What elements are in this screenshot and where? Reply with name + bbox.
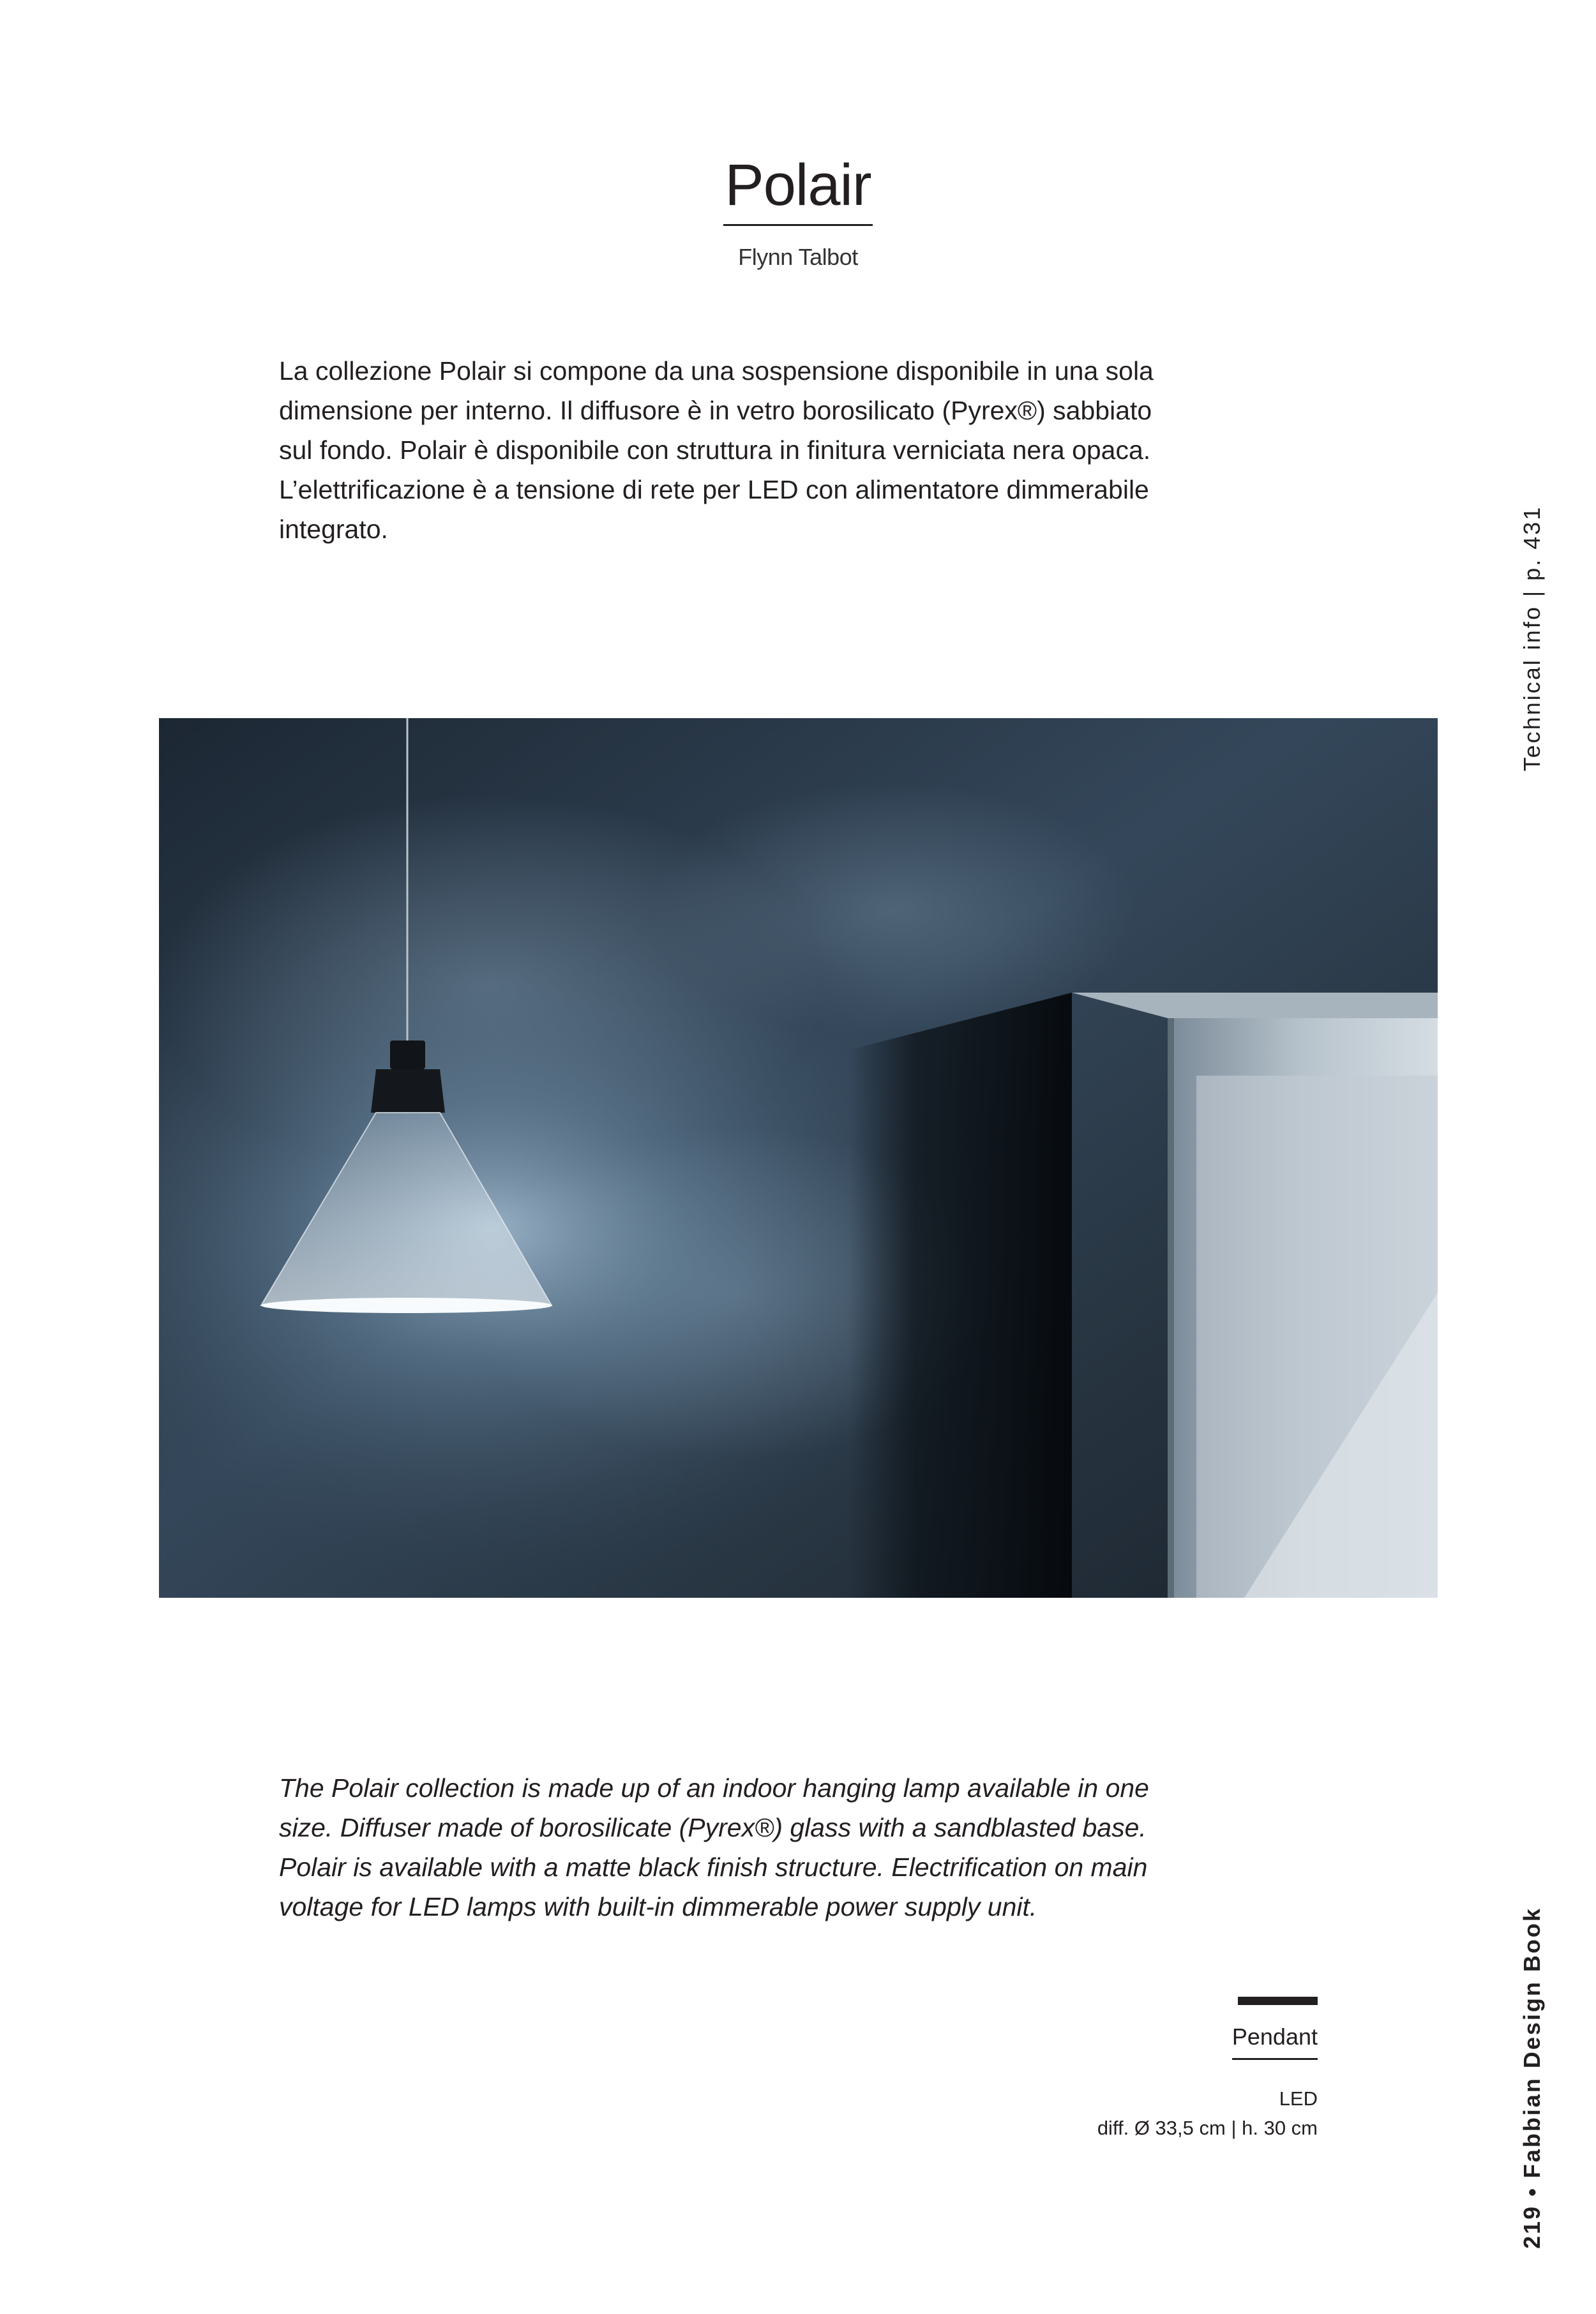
intro-english: The Polair collection is made up of an indoor hanging lamp available in one size. Diffuser made of borosilicate (Pyrex®) glass with a sandblasted base. Polair is available with a matte black finish structure. Electrification on main voltage for LED lamps with built-in dimmerable power supply unit. <box>279 1773 1149 1921</box>
lamp-socket <box>371 1069 445 1113</box>
book-page-label: 219 • Fabbian Design Book <box>1519 1907 1545 2249</box>
spec-block <box>871 1997 1318 2143</box>
lamp-diffuser-rim <box>261 1298 552 1313</box>
intro-italian: La collezione Polair si compone da una sospensione disponibile in una sola dimensione per interno. Il diffusore è in vetro borosilicato (Pyrex®) sabbiato sul fondo. Polair è disponibile con struttura in finitura verniciata nera opaca. L’elettrificazione è a tensione di rete per LED con alimentatore dimmerabile integrato. <box>279 356 1154 544</box>
cabinet-shadow <box>848 993 1072 1598</box>
cabinet-edge <box>1168 1018 1174 1598</box>
title-block <box>0 153 1596 271</box>
lamp-cap <box>390 1041 425 1069</box>
spec-dimensions: diff. Ø 33,5 cm | h. 30 cm <box>1097 2117 1318 2139</box>
product-photo <box>159 718 1438 1598</box>
page-title: Polair <box>723 153 872 226</box>
technical-info-reference: Technical info | p. 431 <box>1519 505 1545 772</box>
spec-marker-bar <box>1238 1997 1318 2005</box>
spec-category-row <box>871 2024 1318 2060</box>
spec-category: Pendant <box>1232 2024 1318 2060</box>
spec-light-source: LED <box>1279 2087 1318 2110</box>
designer-name: Flynn Talbot <box>738 244 858 271</box>
